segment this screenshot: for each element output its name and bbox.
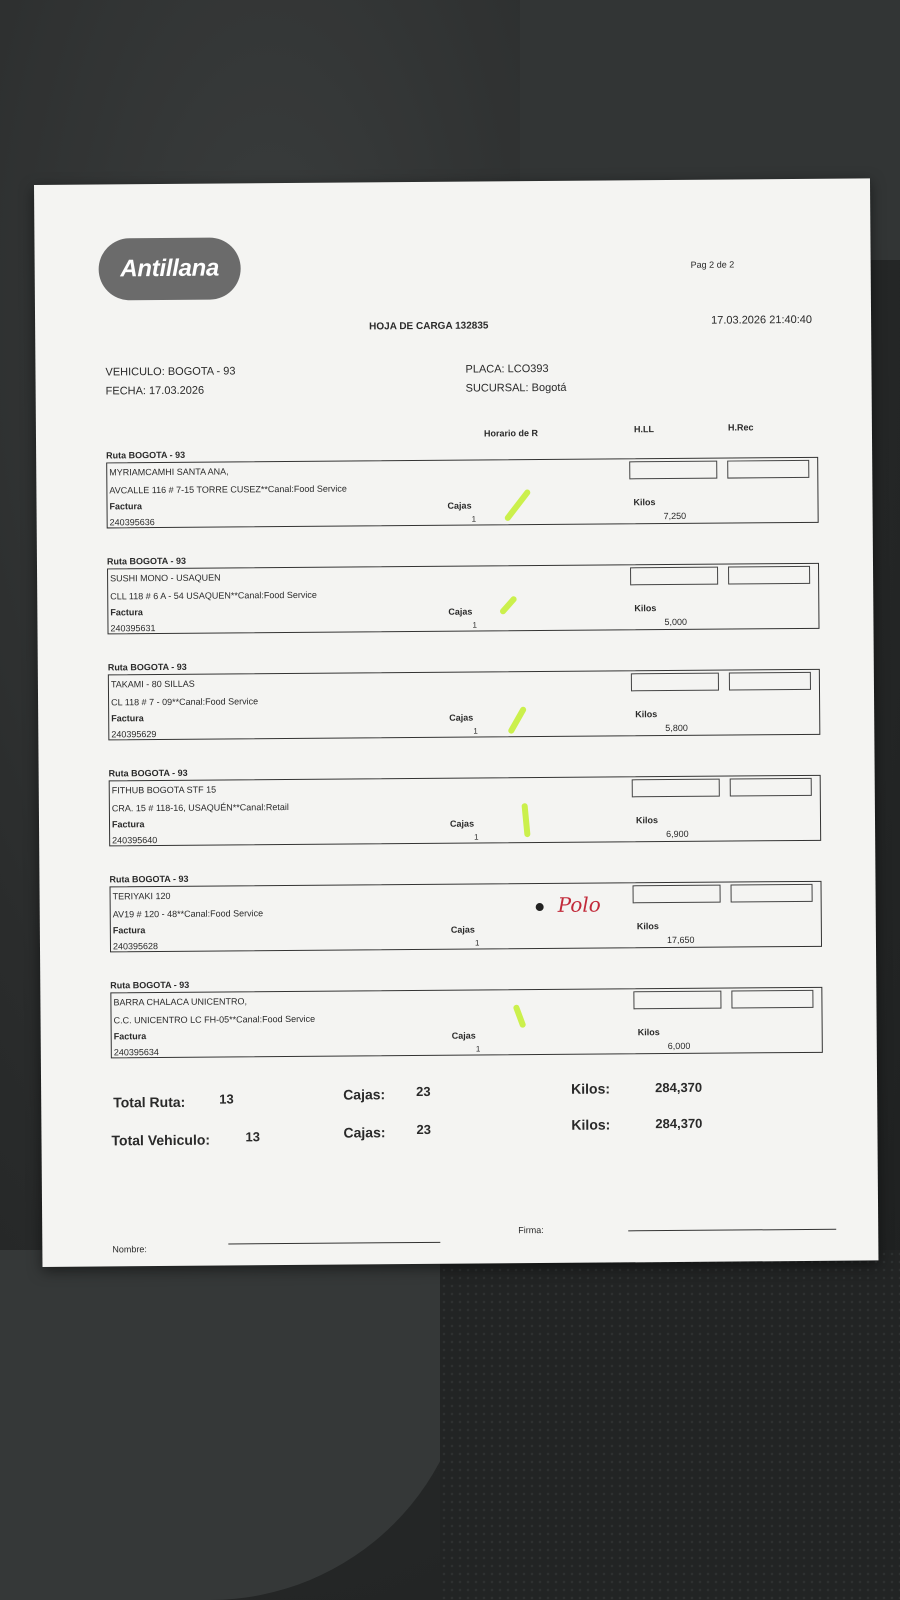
- total-vehiculo-cajas: 23: [416, 1121, 431, 1138]
- delivery-entry: [106, 445, 819, 527]
- customer-name: FITHUB BOGOTA STF 15: [111, 784, 217, 796]
- seat-background-left: [0, 1250, 470, 1600]
- kilos-label: Kilos: [636, 921, 659, 932]
- delivery-entry: [107, 551, 820, 633]
- kilos-value: 6,900: [666, 828, 689, 840]
- firma-label: Firma:: [518, 1225, 544, 1236]
- vehicle-info: VEHICULO: BOGOTA - 93: [105, 365, 236, 379]
- customer-address: AV19 # 120 - 48**Canal:Food Service: [112, 908, 264, 920]
- delivery-entry: [108, 657, 821, 739]
- invoice-number: 240395631: [110, 623, 156, 634]
- invoice-number: 240395629: [111, 729, 157, 740]
- entry-box: [110, 881, 822, 953]
- invoice-number: 240395636: [109, 517, 155, 528]
- total-ruta-kilos: 284,370: [655, 1079, 703, 1096]
- kilos-value: 5,800: [665, 722, 688, 734]
- customer-address: CRA. 15 # 118-16, USAQUÉN**Canal:Retail: [111, 802, 289, 814]
- branch-info: SUCURSAL: Bogotá: [465, 381, 567, 395]
- nombre-signature-line: [228, 1242, 440, 1245]
- delivery-entry: [110, 975, 823, 1057]
- customer-name: TERIYAKI 120: [112, 890, 171, 902]
- total-ruta-value: 13: [219, 1091, 234, 1107]
- delivery-entry: [109, 869, 822, 951]
- factura-label: Factura: [110, 607, 143, 618]
- hll-input-box: [633, 991, 721, 1010]
- cajas-label: Cajas: [447, 500, 472, 511]
- kilos-value: 6,000: [667, 1040, 691, 1052]
- customer-address: CL 118 # 7 - 09**Canal:Food Service: [111, 696, 259, 708]
- invoice-number: 240395634: [113, 1047, 159, 1058]
- kilos-value: 7,250: [663, 510, 687, 522]
- factura-label: Factura: [111, 819, 145, 830]
- plate-info: PLACA: LCO393: [465, 362, 549, 376]
- cajas-label: Cajas: [448, 606, 473, 617]
- entry-box: [107, 563, 819, 635]
- nombre-label: Nombre:: [112, 1244, 147, 1255]
- cajas-label: Cajas: [451, 1030, 476, 1041]
- total-ruta-label: Total Ruta:: [113, 1093, 186, 1111]
- invoice-number: 240395640: [112, 835, 158, 846]
- route-label: Ruta BOGOTA - 93: [110, 979, 190, 991]
- route-label: Ruta BOGOTA - 93: [109, 873, 189, 885]
- customer-name: SUSHI MONO - USAQUEN: [110, 572, 221, 584]
- route-label: Ruta BOGOTA - 93: [106, 555, 187, 567]
- seat-background-bottom: [440, 1250, 900, 1600]
- hrec-input-box: [731, 990, 813, 1009]
- hll-input-box: [632, 779, 720, 798]
- hrec-input-box: [731, 884, 813, 903]
- customer-address: C.C. UNICENTRO LC FH-05**Canal:Food Service: [113, 1013, 316, 1026]
- handwritten-note: Polo: [557, 892, 601, 917]
- col-horario-header: Horario de R: [483, 428, 539, 439]
- customer-name: MYRIAMCAMHI SANTA ANA,: [109, 466, 229, 478]
- factura-label: Factura: [111, 713, 144, 724]
- kilos-label: Kilos: [633, 497, 656, 508]
- boxes-count: 1: [472, 620, 477, 630]
- customer-address: AVCALLE 116 # 7-15 TORRE CUSEZ**Canal:Food Service: [109, 483, 347, 496]
- factura-label: Factura: [113, 1031, 147, 1042]
- hll-input-box: [631, 673, 719, 692]
- hrec-input-box: [728, 566, 810, 585]
- antillana-logo: [98, 237, 240, 300]
- total-ruta-cajas: 23: [416, 1083, 431, 1100]
- hrec-input-box: [729, 672, 811, 691]
- date-info: FECHA: 17.03.2026: [105, 384, 205, 398]
- total-vehiculo-kilos: 284,370: [655, 1115, 703, 1132]
- total-vehiculo-cajas-label: Cajas:: [343, 1124, 386, 1141]
- cajas-label: Cajas: [449, 818, 475, 829]
- customer-name: TAKAMI - 80 SILLAS: [110, 678, 195, 690]
- factura-label: Factura: [109, 501, 143, 512]
- kilos-label: Kilos: [637, 1027, 660, 1038]
- ink-dot: [536, 903, 544, 911]
- route-label: Ruta BOGOTA - 93: [107, 661, 187, 673]
- kilos-value: 5,000: [664, 616, 688, 628]
- page-indicator: Pag 2 de 2: [690, 259, 735, 270]
- entry-box: [108, 669, 820, 741]
- hrec-input-box: [727, 460, 809, 479]
- entry-box: [109, 775, 821, 847]
- firma-signature-line: [628, 1229, 836, 1232]
- route-label: Ruta BOGOTA - 93: [108, 767, 188, 779]
- hll-input-box: [630, 567, 718, 586]
- hll-input-box: [633, 885, 721, 904]
- delivery-entry: [109, 763, 822, 845]
- kilos-label: Kilos: [635, 815, 659, 826]
- total-ruta-cajas-label: Cajas:: [343, 1086, 386, 1103]
- total-vehiculo-kilos-label: Kilos:: [571, 1116, 611, 1133]
- invoice-number: 240395628: [112, 941, 159, 952]
- route-label: Ruta BOGOTA - 93: [106, 449, 186, 461]
- boxes-count: 1: [471, 514, 477, 524]
- factura-label: Factura: [112, 925, 146, 936]
- customer-address: CLL 118 # 6 A - 54 USAQUEN**Canal:Food Service: [110, 589, 317, 602]
- logo-text: Antillana: [120, 254, 220, 283]
- total-vehiculo-label: Total Vehiculo:: [111, 1131, 211, 1149]
- boxes-count: 1: [473, 726, 478, 736]
- boxes-count: 1: [474, 938, 480, 948]
- kilos-label: Kilos: [634, 603, 657, 614]
- total-ruta-kilos-label: Kilos:: [571, 1080, 611, 1097]
- cajas-label: Cajas: [449, 712, 474, 723]
- customer-name: BARRA CHALACA UNICENTRO,: [113, 996, 247, 1008]
- cajas-label: Cajas: [450, 924, 475, 935]
- load-sheet-document: [34, 178, 878, 1267]
- boxes-count: 1: [474, 832, 479, 842]
- col-hrec-header: H.Rec: [727, 422, 754, 433]
- total-vehiculo-value: 13: [245, 1129, 261, 1145]
- col-hll-header: H.LL: [633, 424, 654, 435]
- boxes-count: 1: [475, 1044, 481, 1054]
- document-title: HOJA DE CARGA 132835: [369, 320, 489, 333]
- entry-box: [106, 457, 818, 529]
- hll-input-box: [629, 461, 717, 480]
- kilos-value: 17,650: [666, 934, 695, 946]
- kilos-label: Kilos: [635, 709, 658, 720]
- hrec-input-box: [730, 778, 812, 797]
- print-timestamp: 17.03.2026 21:40:40: [711, 313, 813, 327]
- entry-box: [110, 987, 822, 1059]
